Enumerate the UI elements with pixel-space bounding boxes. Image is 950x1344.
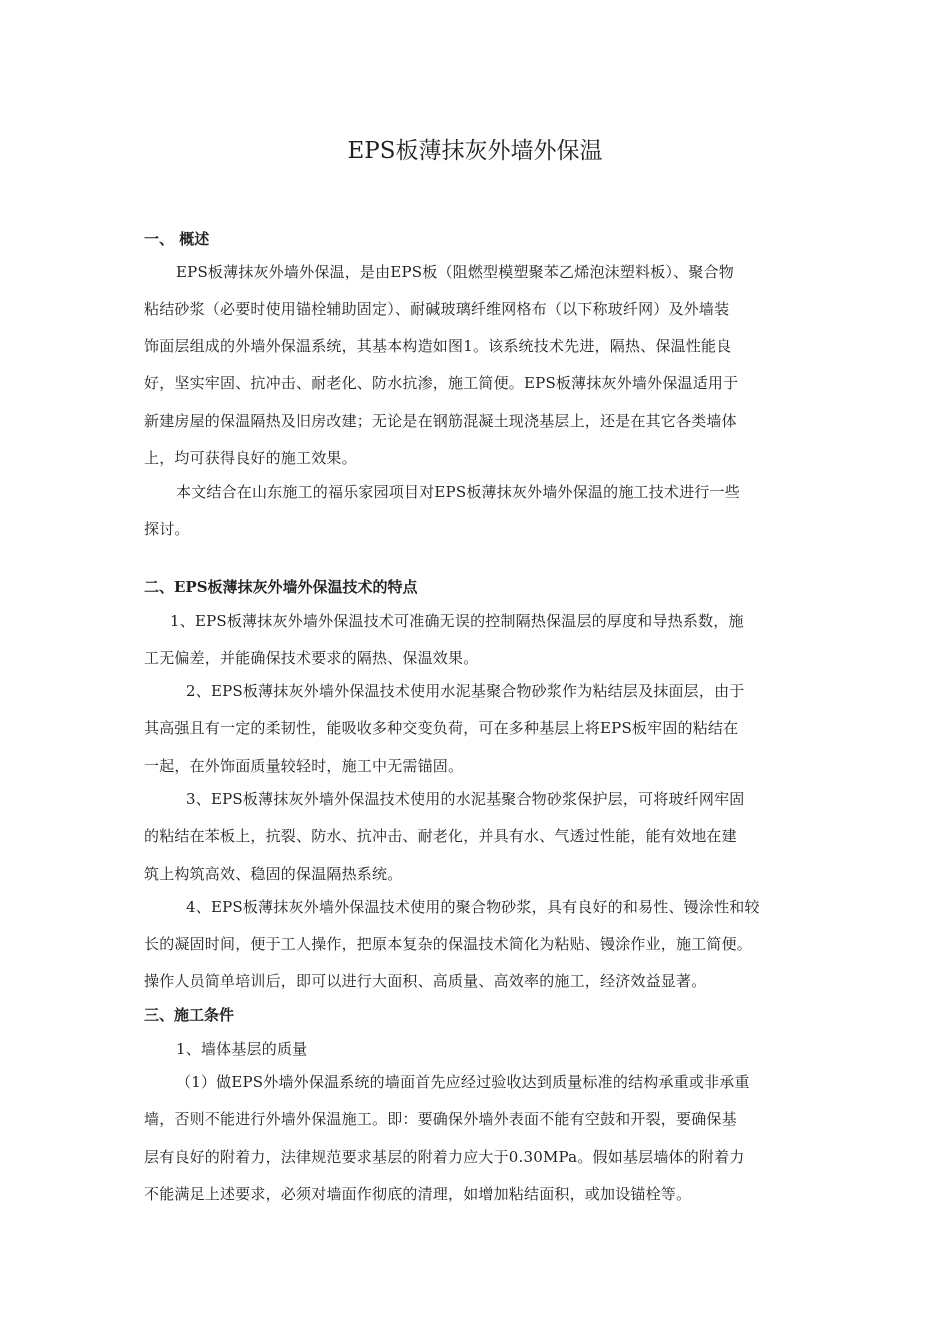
paragraph-line: 墙，否则不能进行外墙外保温施工。即：要确保外墙外表面不能有空鼓和开裂，要确保基 [144, 1110, 737, 1128]
paragraph-line: 筑上构筑高效、稳固的保温隔热系统。 [144, 865, 403, 883]
paragraph-line: 新建房屋的保温隔热及旧房改建；无论是在钢筋混凝土现浇基层上，还是在其它各类墙体 [144, 412, 737, 430]
paragraph-line: （1）做EPS外墙外保温系统的墙面首先应经过验收达到质量标准的结构承重或非承重 [176, 1073, 750, 1091]
paragraph-line: 上，均可获得良好的施工效果。 [144, 449, 357, 467]
paragraph-line: 粘结砂浆（必要时使用锚栓辅助固定）、耐碱玻璃纤维网格布（以下称玻纤网）及外墙装 [144, 300, 730, 318]
paragraph-line: 饰面层组成的外墙外保温系统，其基本构造如图1。该系统技术先进，隔热、保温性能良 [144, 337, 732, 355]
document-title: EPS板薄抹灰外墙外保温 [347, 138, 603, 164]
paragraph-line: 的粘结在苯板上，抗裂、防水、抗冲击、耐老化，并具有水、气透过性能，能有效地在建 [144, 827, 737, 845]
section-heading-conditions: 三、施工条件 [144, 1006, 235, 1024]
paragraph-line: 1、EPS板薄抹灰外墙外保温技术可准确无误的控制隔热保温层的厚度和导热系数，施 [170, 612, 744, 630]
paragraph-line: 长的凝固时间，便于工人操作，把原本复杂的保温技术简化为粘贴、镘涂作业，施工简便。 [144, 935, 753, 953]
paragraph-line: 4、EPS板薄抹灰外墙外保温技术使用的聚合物砂浆，具有良好的和易性、镘涂性和较 [186, 898, 760, 916]
paragraph-line: 1、墙体基层的质量 [176, 1040, 308, 1058]
paragraph-line: 3、EPS板薄抹灰外墙外保温技术使用的水泥基聚合物砂浆保护层，可将玻纤网牢固 [186, 790, 745, 808]
section-heading-features: 二、EPS板薄抹灰外墙外保温技术的特点 [144, 578, 418, 596]
paragraph-line: 探讨。 [144, 520, 190, 538]
paragraph-line: 工无偏差，并能确保技术要求的隔热、保温效果。 [144, 649, 479, 667]
section-heading-overview: 一、 概述 [144, 230, 210, 248]
paragraph-line: 本文结合在山东施工的福乐家园项目对EPS板薄抹灰外墙外保温的施工技术进行一些 [176, 483, 740, 501]
paragraph-line: 好，坚实牢固、抗冲击、耐老化、防水抗渗，施工简便。EPS板薄抹灰外墙外保温适用于 [144, 374, 739, 392]
paragraph-line: 其高强且有一定的柔韧性，能吸收多种交变负荷，可在多种基层上将EPS板牢固的粘结在 [144, 719, 739, 737]
paragraph-line: 2、EPS板薄抹灰外墙外保温技术使用水泥基聚合物砂浆作为粘结层及抹面层，由于 [186, 682, 745, 700]
paragraph-line: 层有良好的附着力，法律规范要求基层的附着力应大于0.30MPa。假如基层墙体的附着力 [144, 1148, 745, 1166]
paragraph-line: 操作人员简单培训后，即可以进行大面积、高质量、高效率的施工，经济效益显著。 [144, 972, 707, 990]
paragraph-line: 一起，在外饰面质量较轻时，施工中无需锚固。 [144, 757, 464, 775]
paragraph-line: EPS板薄抹灰外墙外保温，是由EPS板（阻燃型模塑聚苯乙烯泡沫塑料板）、聚合物 [176, 263, 734, 281]
paragraph-line: 不能满足上述要求，必须对墙面作彻底的清理，如增加粘结面积，或加设锚栓等。 [144, 1185, 692, 1203]
